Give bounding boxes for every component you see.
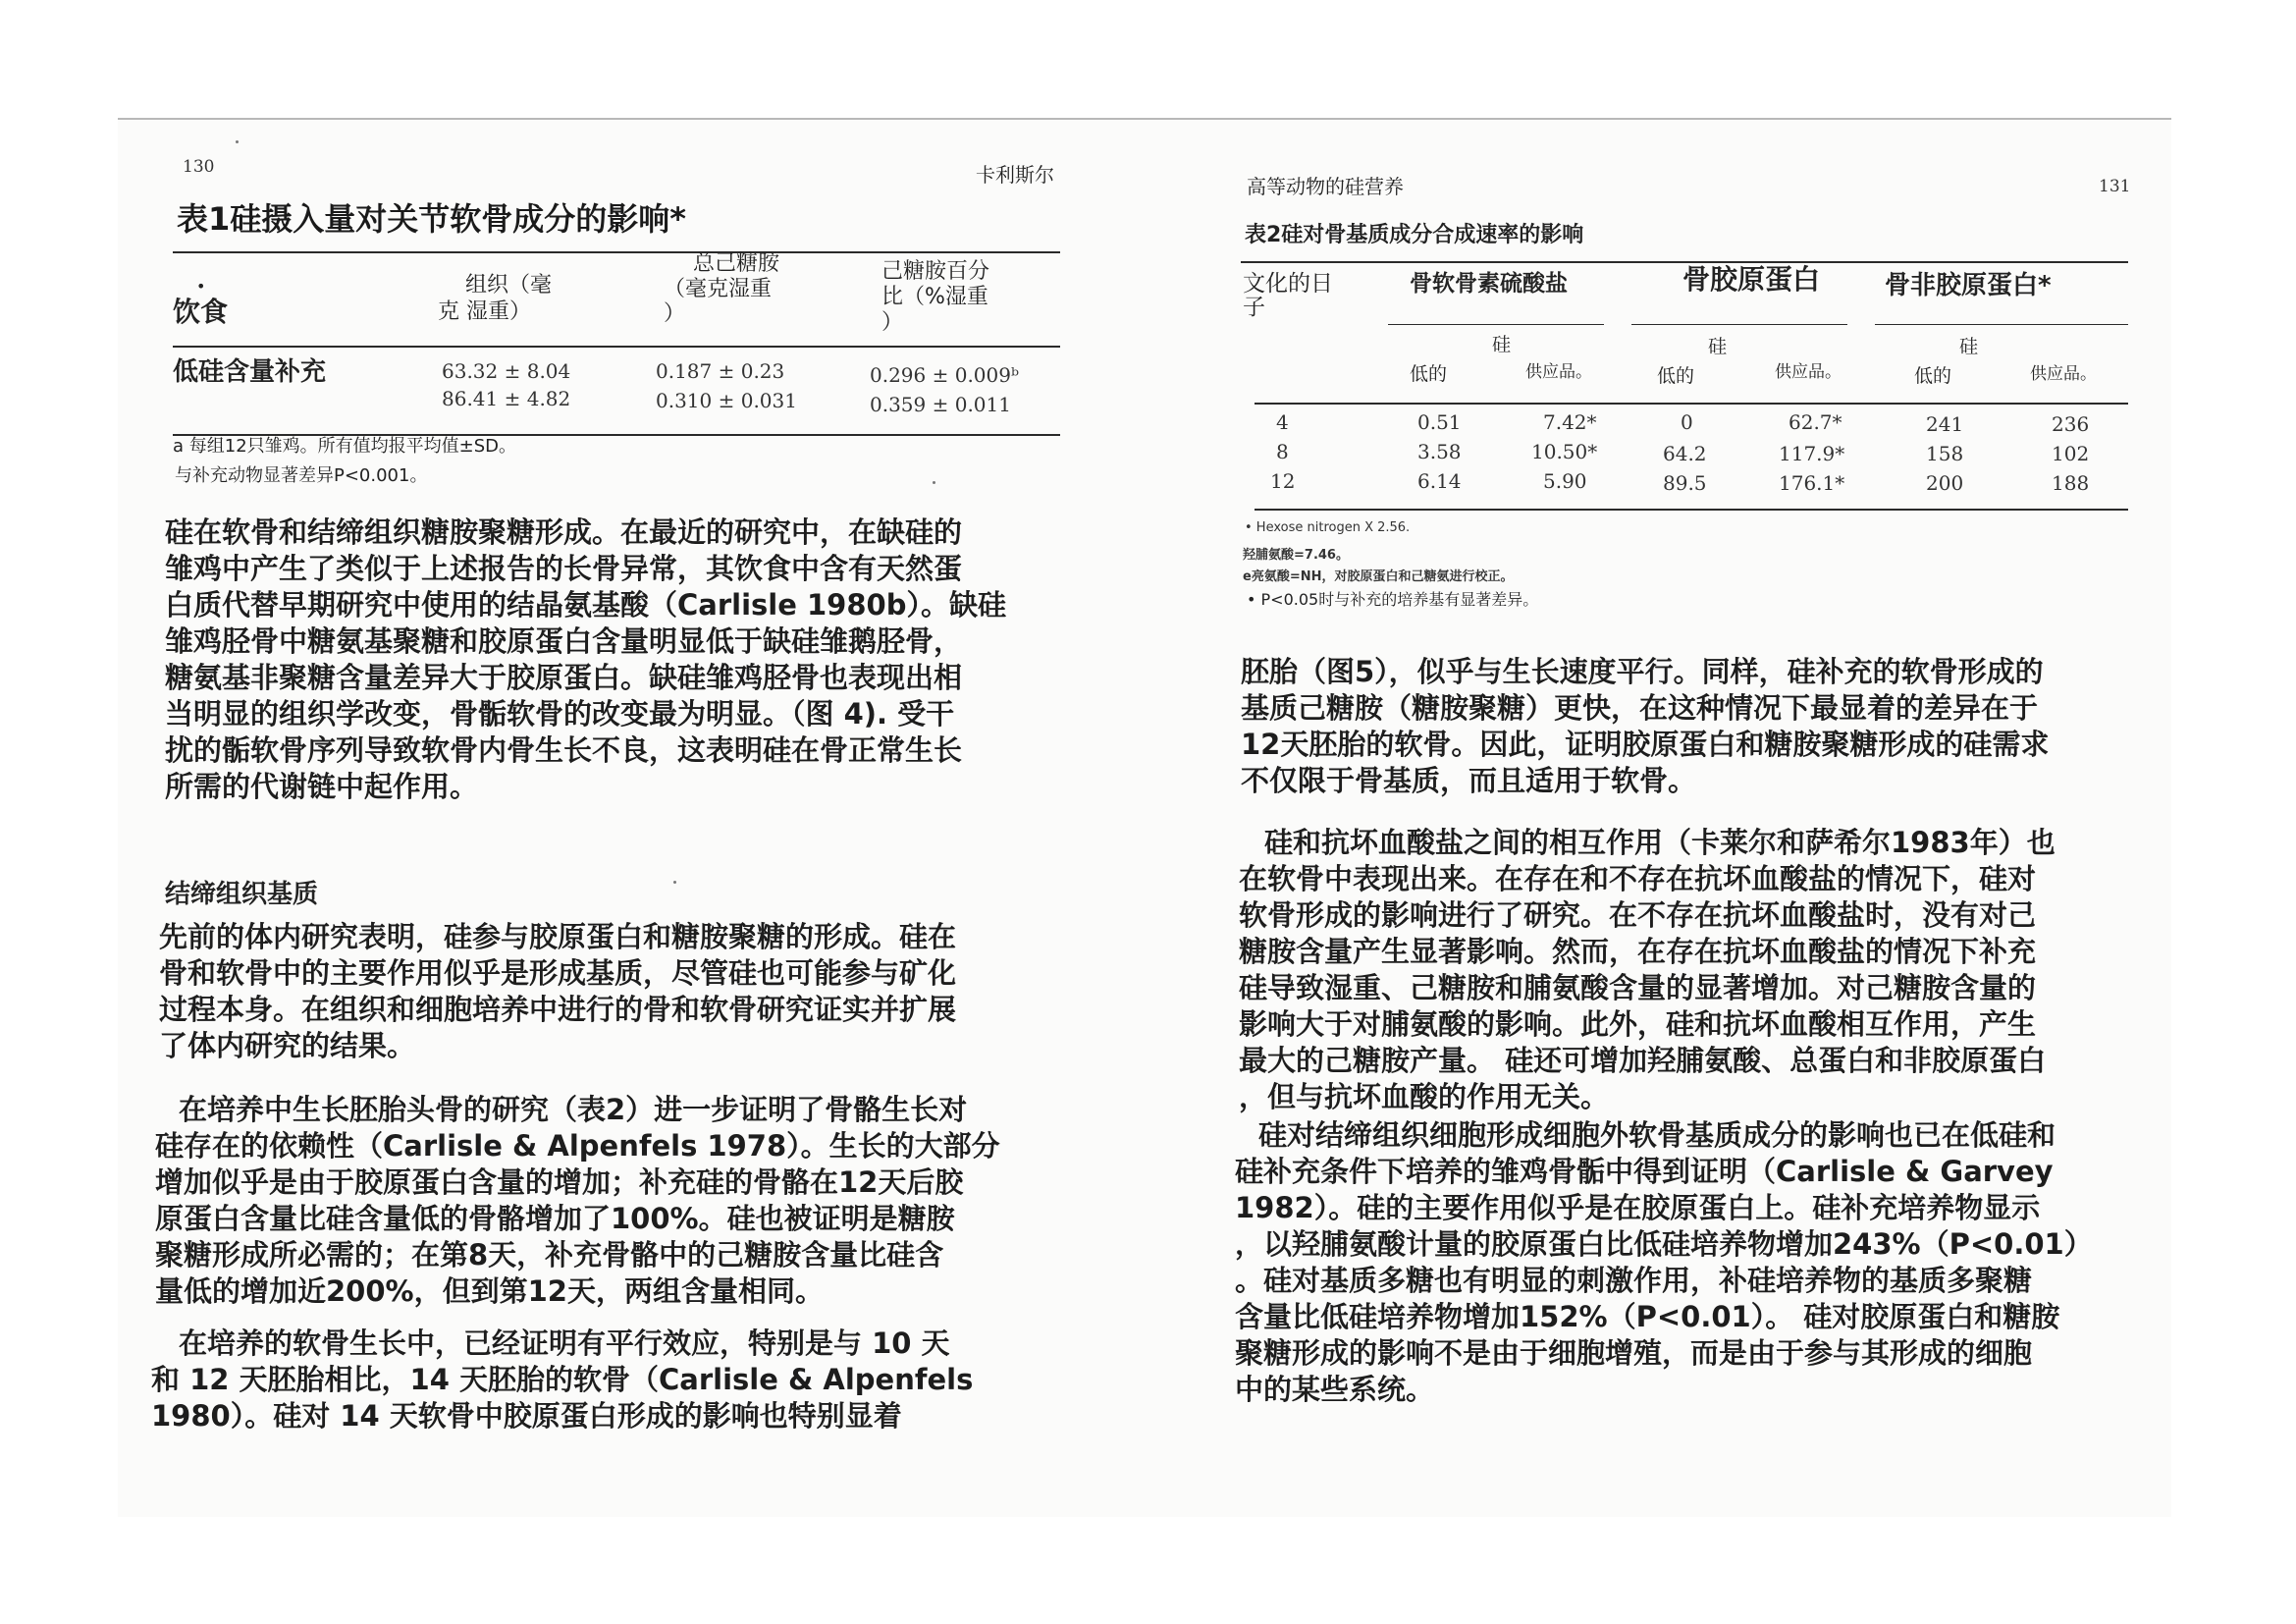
table2-span-rule [1388,324,1604,325]
table2-footnote: e亮氨酸=NH，对胶原蛋白和己糖氨进行校正。 [1243,569,1514,584]
table2-cell: 158 [1926,442,1964,465]
table2-cell: 200 [1926,471,1964,495]
table2-cell: 241 [1926,412,1964,436]
table2-cell: 10.50* [1531,440,1598,463]
table2-footnote: • P<0.05时与补充的培养基有显著差异。 [1247,590,1539,609]
table2-cell: 0 [1681,410,1693,434]
text-line: 扰的骺软骨序列导致软骨内骨生长不良，这表明硅在骨正常生长 [165,733,963,767]
left-paragraph-1 [165,514,1068,805]
table2-cell: 64.2 [1663,442,1707,465]
text-line: 在培养中生长胚胎头骨的研究（表2）进一步证明了骨骼生长对 [179,1093,968,1126]
text-line: 雏鸡中产生了类似于上述报告的长骨异常，其饮食中含有天然蛋 [165,552,963,585]
left-paragraph-2 [159,919,1062,1064]
table1-cell: 63.32 ± 8.04 [442,359,571,383]
text-line: 1980）。硅对 14 天软骨中胶原蛋白形成的影响也特别显着 [151,1399,902,1433]
text-line: 过程本身。在组织和细胞培养中进行的骨和软骨研究证实并扩展 [159,993,957,1026]
text-line: 。硅对基质多糖也有明显的刺激作用，补硅培养物的基质多聚糖 [1235,1264,2033,1297]
table2-span-rule [1875,324,2128,325]
table1-diet-mark: • [196,277,206,296]
right-paragraph-2 [1239,825,2152,1115]
text-line: 雏鸡胫骨中糖氨基聚糖和胶原蛋白含量明显低于缺硅雏鹅胫骨， [165,624,963,658]
table1-cell: 86.41 ± 4.82 [442,387,571,410]
table1-header-percent-line3: ） [881,310,904,335]
text-line: 聚糖形成的影响不是由于细胞增殖，而是由于参与其形成的细胞 [1235,1336,2033,1370]
text-line: 在软骨中表现出来。在存在和不存在抗坏血酸盐的情况下，硅对 [1239,862,2037,895]
table1-header-percent-line1: 己糖胺百分 [881,259,990,284]
table1-cell: 0.296 ± 0.009ᵇ [870,363,1019,387]
table2-header-rule [1255,403,2128,405]
text-line: ，但与抗坏血酸的作用无关。 [1239,1080,1610,1113]
text-line: 和 12 天胚胎相比，14 天胚胎的软骨（Carlisle & Alpenfels [151,1363,974,1396]
scan-speck [236,140,239,143]
table2-cell: 0.51 [1417,410,1462,434]
text-line: 骨和软骨中的主要作用似乎是形成基质，尽管硅也可能参与矿化 [159,956,957,990]
text-line: 硅导致湿重、己糖胺和脯氨酸含量的显著增加。对己糖胺含量的 [1239,971,2037,1004]
table1-header-tissue-line2: 克 湿重） [438,299,531,324]
table2-cell: 7.42* [1543,410,1597,434]
table2-bottom-rule [1255,509,2128,511]
table2-cell: 236 [2052,412,2090,436]
text-line: ，以羟脯氨酸计量的胶原蛋白比低硅培养物增加243%（P<0.01） [1235,1227,2093,1261]
table2-subheader-si: 硅 [1708,336,1728,357]
table2-cell: 102 [2052,442,2090,465]
table2-cell: 176.1* [1779,471,1845,495]
table2-subheader-supp: 供应品。 [1525,362,1592,382]
text-line: 最大的己糖胺产量。 硅还可增加羟脯氨酸、总蛋白和非胶原蛋白 [1239,1044,2047,1077]
table2-footnote: • Hexose nitrogen X 2.56. [1245,520,1411,535]
table2-header-collagen: 骨胶原蛋白 [1682,263,1821,296]
table2-cell: 62.7* [1789,410,1842,434]
text-line: 含量比低硅培养物增加152%（P<0.01）。 硅对胶原蛋白和糖胺 [1235,1300,2060,1333]
table1-row-label: 低硅含量补充 [173,357,327,387]
table2-footnote: 羟脯氨酸=7.46。 [1243,548,1349,563]
table2-subheader-low: 低的 [1410,363,1448,385]
scan-speck [673,881,676,884]
table2-cell: 3.58 [1417,440,1462,463]
left-page-number: 130 [183,157,215,177]
text-line: 增加似乎是由于胶原蛋白含量的增加；补充硅的骨骼在12天后胶 [155,1165,964,1199]
text-line: 原蛋白含量比硅含量低的骨骼增加了100%。硅也被证明是糖胺 [155,1202,955,1235]
text-line: 中的某些系统。 [1235,1373,1435,1406]
table2-cell: 5.90 [1543,469,1587,493]
text-line: 糖氨基非聚糖含量差异大于胶原蛋白。缺硅雏鸡胫骨也表现出相 [165,661,963,694]
table1-header-percent-line2: 比（%湿重 [881,285,988,309]
text-line: 12天胚胎的软骨。因此，证明胶原蛋白和糖胺聚糖形成的硅需求 [1241,728,2050,761]
table2-header-noncollagen: 骨非胶原蛋白* [1885,271,2052,300]
text-line: 硅在软骨和结缔组织糖胺聚糖形成。在最近的研究中，在缺硅的 [165,515,963,549]
table1-header-rule [173,346,1060,348]
left-paragraph-4 [151,1326,1064,1435]
text-line: 白质代替早期研究中使用的结晶氨基酸（Carlisle 1980b）。缺硅 [165,588,1006,622]
scan-speck [933,481,935,484]
table2-subheader-supp: 供应品。 [2030,364,2097,384]
table1-cell: 0.310 ± 0.031 [656,389,797,412]
table2-title: 表2硅对骨基质成分合成速率的影响 [1245,223,1584,247]
right-paragraph-1 [1241,654,2154,799]
text-line: 在培养的软骨生长中，已经证明有平行效应，特别是与 10 天 [179,1326,950,1360]
right-page-number: 131 [2099,177,2131,196]
text-line: 硅和抗坏血酸盐之间的相互作用（卡莱尔和萨希尔1983年）也 [1264,826,2056,859]
text-line: 聚糖形成所必需的；在第8天，补充骨骼中的己糖胺含量比硅含 [155,1238,944,1272]
text-line: 胚胎（图5），似乎与生长速度平行。同样，硅补充的软骨形成的 [1241,655,2044,688]
table2-cell: 89.5 [1663,471,1707,495]
text-line: 硅存在的依赖性（Carlisle & Alpenfels 1978）。生长的大部分 [155,1129,1000,1163]
left-paragraph-3 [155,1092,1068,1310]
right-paragraph-3 [1235,1117,2158,1408]
text-line: 不仅限于骨基质，而且适用于软骨。 [1241,764,1697,797]
text-line: 影响大于对脯氨酸的影响。此外，硅和抗坏血酸相互作用，产生 [1239,1007,2037,1041]
left-running-head: 卡利斯尔 [976,163,1054,187]
table2-header-chondroitin: 骨软骨素硫酸盐 [1410,271,1568,297]
table2-cell: 6.14 [1417,469,1462,493]
table2-subheader-si: 硅 [1492,334,1512,355]
table1-header-hexosamine-line1: 总己糖胺 [693,251,780,276]
text-line: 糖胺含量产生显著影响。然而，在存在抗坏血酸盐的情况下补充 [1239,935,2037,968]
scan-top-edge [118,118,2171,120]
text-line: 量低的增加近200%，但到第12天，两组含量相同。 [155,1274,824,1308]
table2-cell: 117.9* [1779,442,1845,465]
text-line: 先前的体内研究表明，硅参与胶原蛋白和糖胺聚糖的形成。硅在 [159,920,957,953]
table1-top-rule [173,251,1060,253]
table2-subheader-supp: 供应品。 [1775,362,1842,382]
table1-footnote-b: 与补充动物显著差异P<0.001。 [175,465,428,486]
table1-header-hexosamine-line3: ） [664,301,686,326]
text-line: 硅对结缔组织细胞形成细胞外软骨基质成分的影响也已在低硅和 [1258,1118,2056,1152]
table1-footnote-a: a 每组12只雏鸡。所有值均报平均值±SD。 [173,436,517,457]
text-line: 软骨形成的影响进行了研究。在不存在抗坏血酸盐时，没有对己 [1239,898,2037,932]
table2-subheader-low: 低的 [1914,365,1952,387]
section-heading: 结缔组织基质 [165,880,319,909]
table2-cell-day: 4 [1276,410,1289,434]
text-line: 1982）。硅的主要作用似乎是在胶原蛋白上。硅补充培养物显示 [1235,1191,2041,1224]
table1-header-tissue-line1: 组织（毫 [465,273,553,298]
text-line: 基质己糖胺（糖胺聚糖）更快，在这种情况下最显着的差异在于 [1241,691,2039,725]
table1-title: 表1硅摄入量对关节软骨成分的影响* [177,200,687,238]
table2-header-day-line2: 子 [1243,295,1265,320]
table2-subheader-si: 硅 [1959,336,1979,357]
table1-header-diet: 饮食 [173,296,229,328]
table1-cell: 0.359 ± 0.011 [870,393,1011,416]
table2-cell-day: 12 [1270,469,1296,493]
table2-subheader-low: 低的 [1657,365,1695,387]
text-line: 了体内研究的结果。 [159,1029,416,1062]
table1-cell: 0.187 ± 0.23 [656,359,785,383]
text-line: 硅补充条件下培养的雏鸡骨骺中得到证明（Carlisle & Garvey [1235,1155,2054,1188]
table1-header-hexosamine-line2: （毫克湿重 [664,277,773,301]
text-line: 当明显的组织学改变，骨骺软骨的改变最为明显。（图 4). 受干 [165,697,955,731]
right-running-head: 高等动物的硅营养 [1247,175,1404,198]
table2-header-day-line1: 文化的日 [1243,271,1333,297]
text-line: 所需的代谢链中起作用。 [165,770,479,803]
table2-span-rule [1631,324,1847,325]
table2-cell: 188 [2052,471,2090,495]
table2-cell-day: 8 [1276,440,1289,463]
